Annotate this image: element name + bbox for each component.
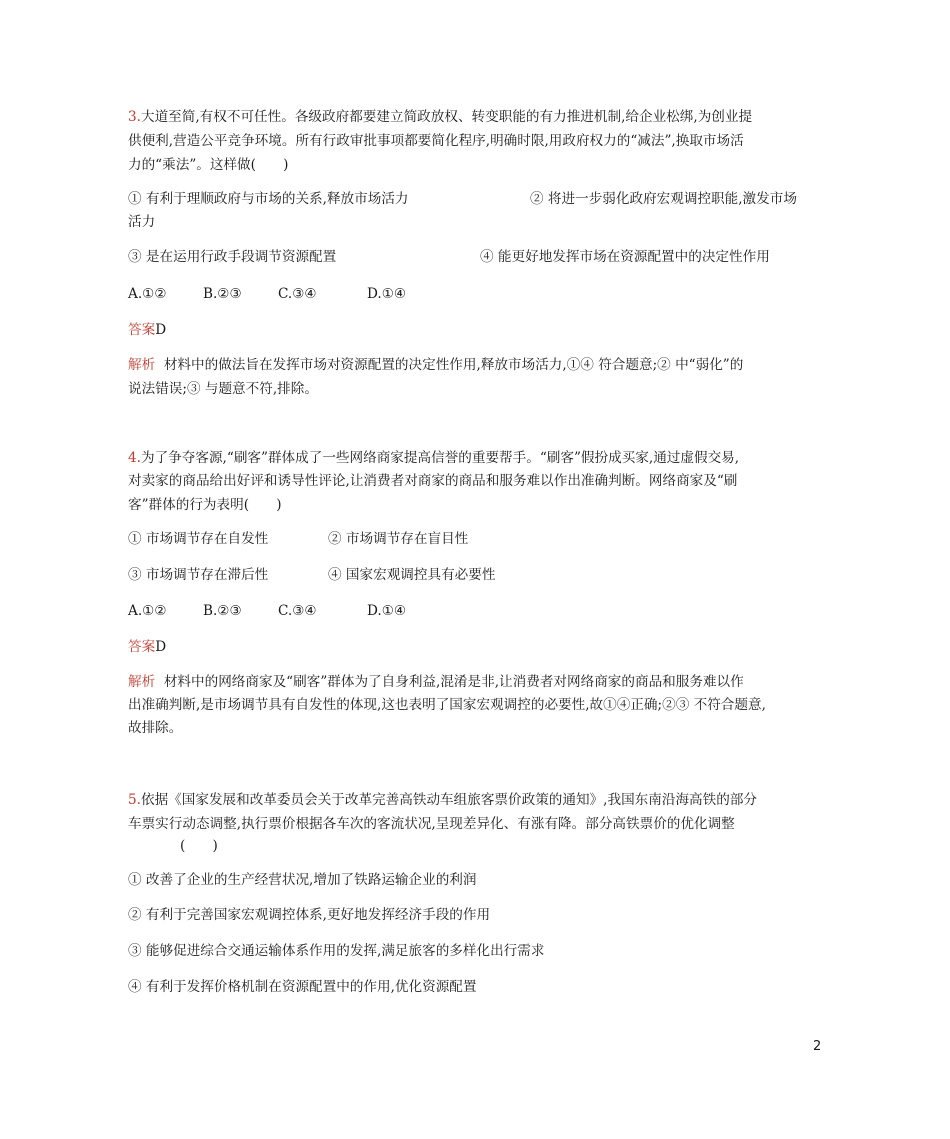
- q4-analysis-line-2: 出准确判断,是市场调节具有自发性的体现,这也表明了国家宏观调控的必要性,故①④正确;②③ 不符合题意,: [128, 697, 766, 713]
- q4-number: 4.: [128, 450, 141, 466]
- q3-choice-b: B.②③: [203, 286, 242, 302]
- q3-choice-d: D.①④: [367, 286, 407, 302]
- q4-choice-b: B.②③: [203, 603, 242, 619]
- q4-stem-line-3: 客”群体的行为表明( ): [128, 497, 282, 513]
- q4-option-4: ④ 国家宏观调控具有必要性: [328, 567, 496, 583]
- q4-option-3: ③ 市场调节存在滞后性: [128, 567, 269, 583]
- q4-analysis-line-3: 故排除。: [128, 720, 183, 736]
- q4-answer: 答案D: [128, 639, 167, 655]
- q3-option-4: ④ 能更好地发挥市场在资源配置中的决定性作用: [480, 249, 770, 265]
- q4-option-2: ② 市场调节存在盲目性: [328, 531, 469, 547]
- q5-option-3: ③ 能够促进综合交通运输体系作用的发挥,满足旅客的多样化出行需求: [128, 943, 545, 959]
- q4-analysis-line-1: 解析 材料中的网络商家及“刷客”群体为了自身利益,混淆是非,让消费者对网络商家的商品和服务难以作: [128, 674, 744, 690]
- q3-stem-line-1: 3.大道至简,有权不可任性。各级政府都要建立简政放权、转变职能的有力推进机制,给企业松绑,为创业提: [128, 109, 753, 125]
- q3-stem-line-3: 力的“乘法”。这样做( ): [128, 157, 289, 173]
- q4-stem-line-2: 对卖家的商品给出好评和诱导性评论,让消费者对商家的商品和服务难以作出准确判断。网络商家及“刷: [128, 473, 738, 489]
- q3-answer: 答案D: [128, 322, 167, 338]
- q5-stem-line-1: 5.依据《国家发展和改革委员会关于改革完善高铁动车组旅客票价政策的通知》,我国东南沿海高铁的部分: [128, 792, 758, 808]
- q4-stem-line-1: 4.为了争夺客源,“刷客”群体成了一些网络商家提高信誉的重要帮手。“刷客”假扮成买家,通过虚假交易,: [128, 450, 740, 466]
- q5-option-2: ② 有利于完善国家宏观调控体系,更好地发挥经济手段的作用: [128, 907, 491, 923]
- q4-option-1: ① 市场调节存在自发性: [128, 531, 269, 547]
- q3-analysis-line-1: 解析 材料中的做法旨在发挥市场对资源配置的决定性作用,释放市场活力,①④ 符合题意;② 中“弱化”的: [128, 357, 744, 373]
- q3-stem-line-2: 供便利,营造公平竞争环境。所有行政审批事项都要简化程序,明确时限,用政府权力的“减法”,换取市场活: [128, 133, 744, 149]
- page-number: 2: [813, 1039, 822, 1054]
- q3-choice-a: A.①②: [128, 286, 167, 302]
- q3-choice-c: C.③④: [278, 286, 317, 302]
- q3-analysis-line-2: 说法错误;③ 与题意不符,排除。: [128, 381, 318, 397]
- q5-stem-line-3: ( ): [180, 838, 218, 854]
- q3-option-1: ① 有利于理顺政府与市场的关系,释放市场活力: [128, 191, 409, 207]
- q5-option-4: ④ 有利于发挥价格机制在资源配置中的作用,优化资源配置: [128, 979, 477, 995]
- q3-option-2: ② 将进一步弱化政府宏观调控职能,激发市场: [530, 191, 797, 207]
- q3-option-3: ③ 是在运用行政手段调节资源配置: [128, 249, 337, 265]
- q5-option-1: ① 改善了企业的生产经营状况,增加了铁路运输企业的利润: [128, 872, 477, 888]
- q5-number: 5.: [128, 792, 141, 808]
- q3-option-2-cont: 活力: [128, 214, 156, 230]
- q4-choice-d: D.①④: [367, 603, 407, 619]
- q3-number: 3.: [128, 109, 141, 125]
- q4-choice-a: A.①②: [128, 603, 167, 619]
- q4-choice-c: C.③④: [278, 603, 317, 619]
- q5-stem-line-2: 车票实行动态调整,执行票价根据各车次的客流状况,呈现差异化、有涨有降。部分高铁票价的优化调整: [128, 816, 735, 832]
